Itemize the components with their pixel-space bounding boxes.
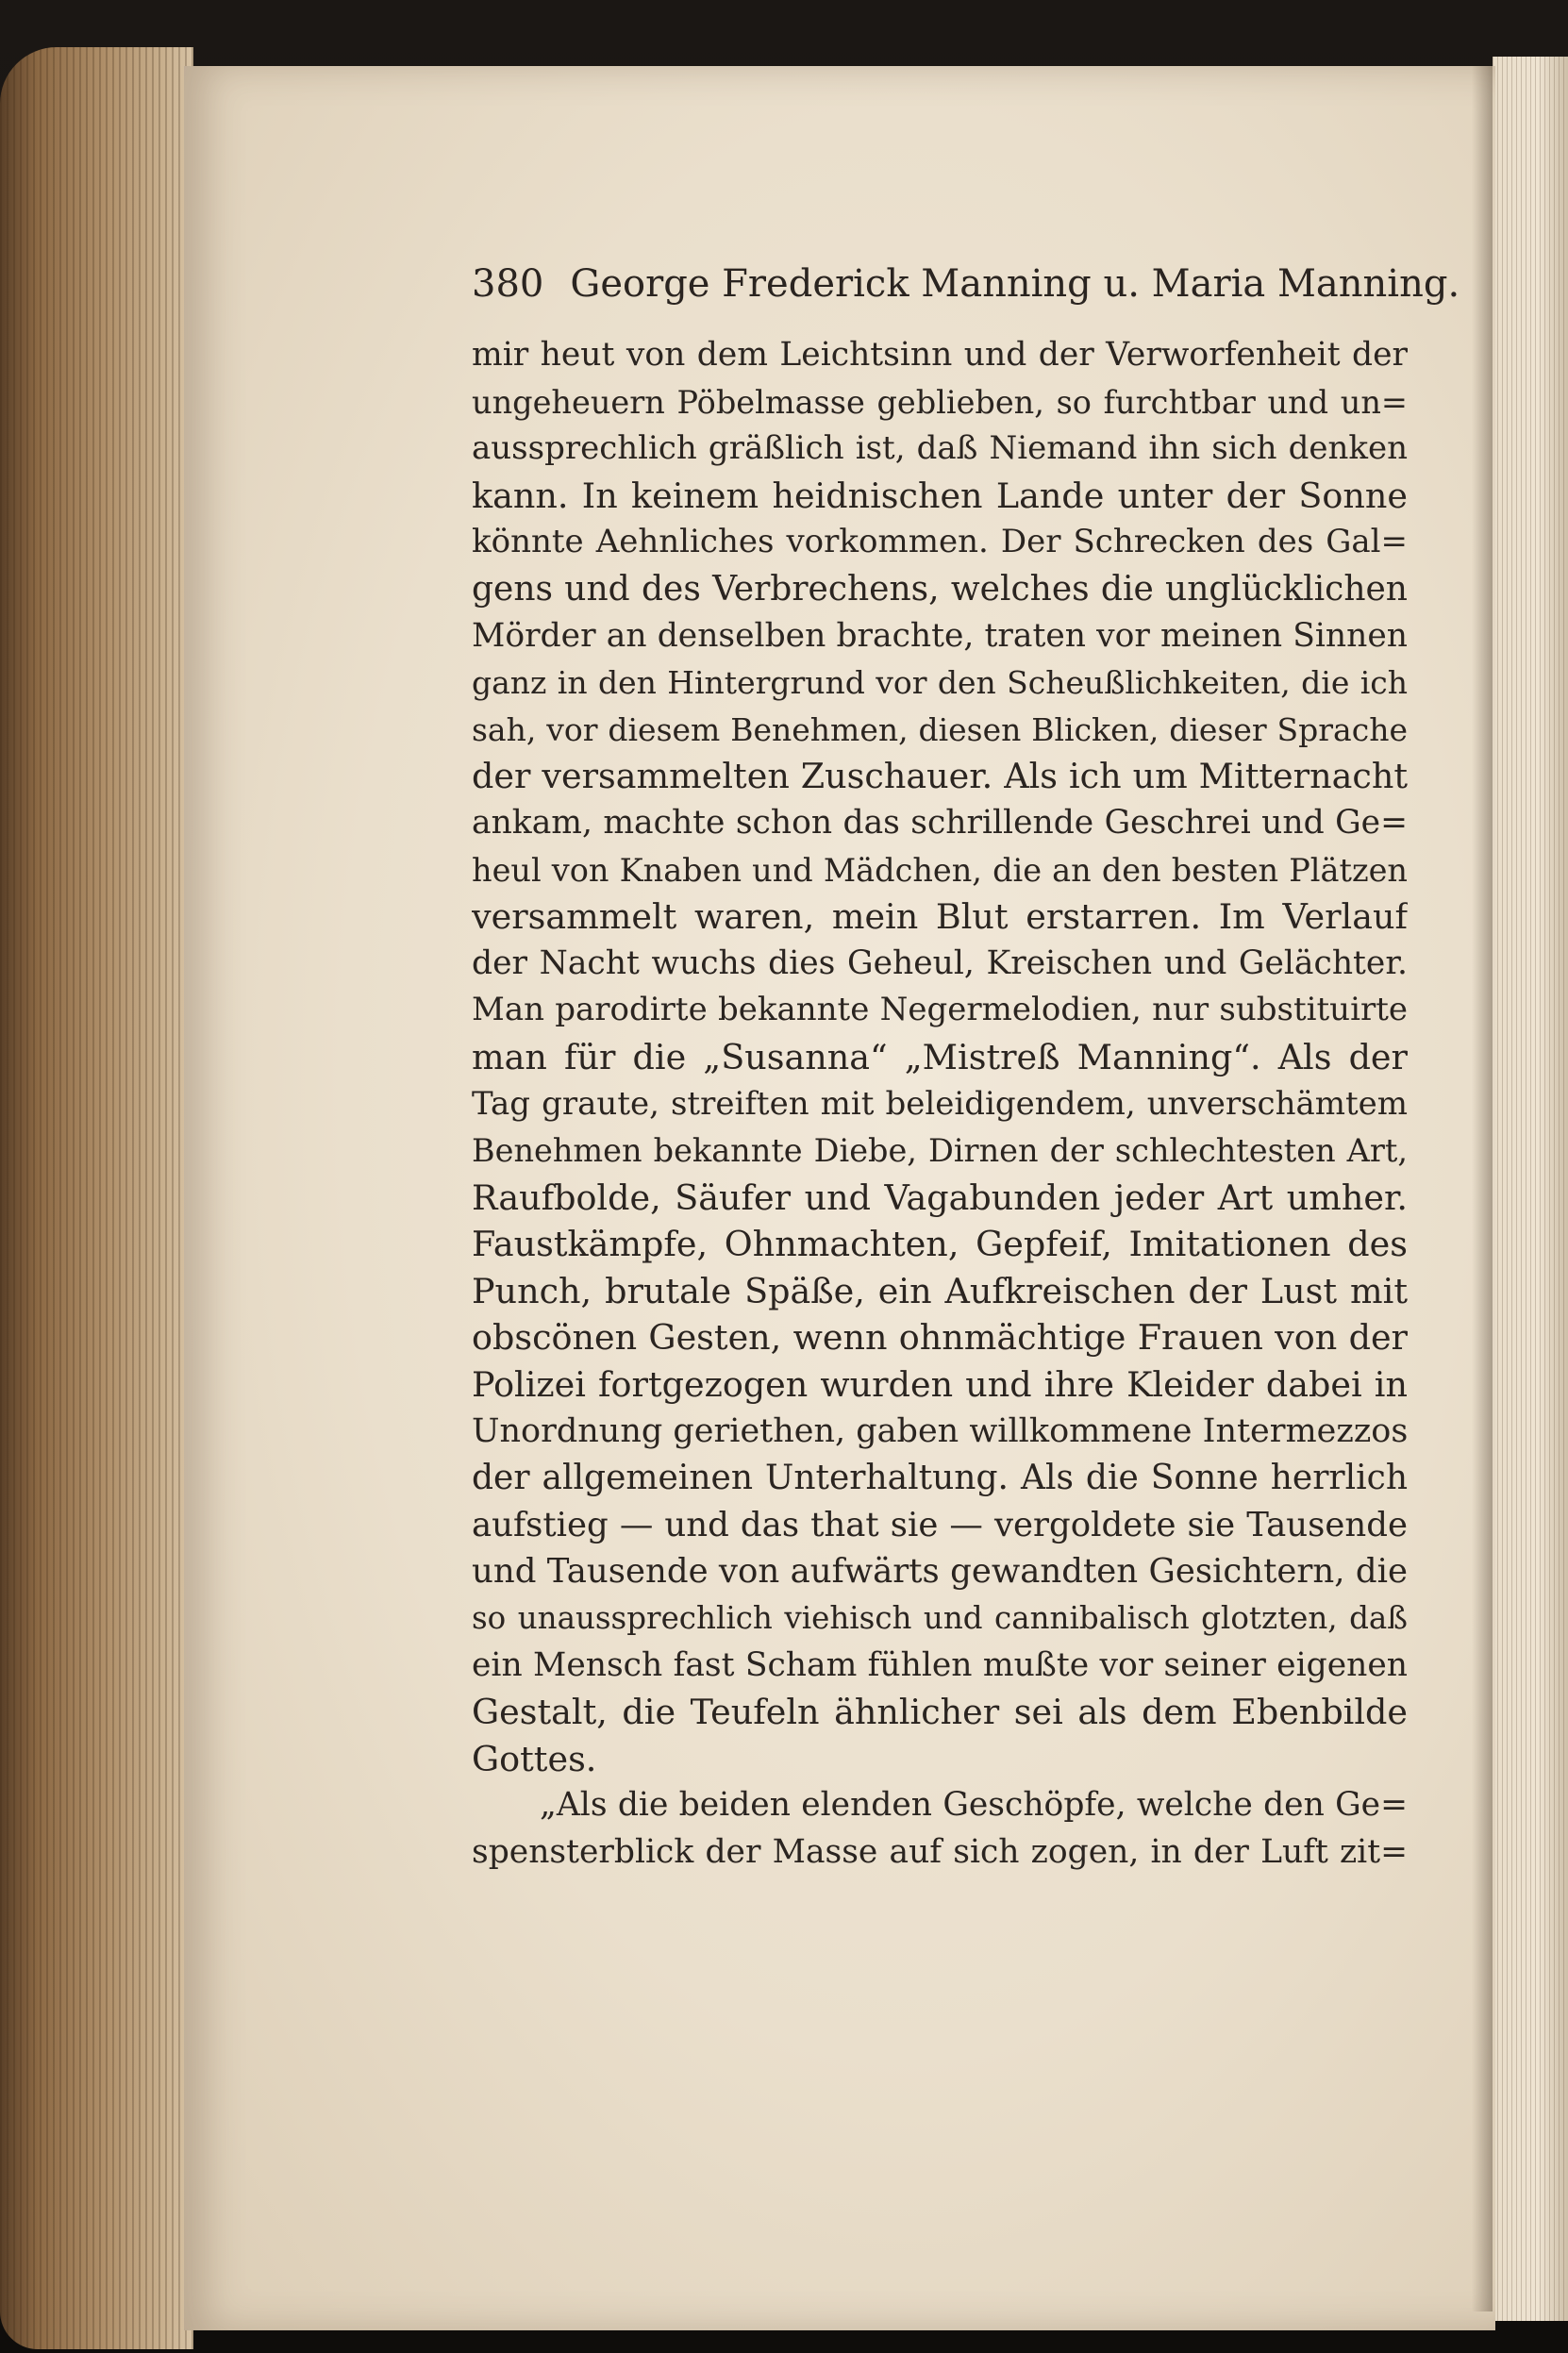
text-line: kann. In keinem heidnischen Lande unter der Sonne — [472, 475, 1408, 516]
text-line: versammelt waren, mein Blut erstarren. Im Verlauf — [472, 896, 1408, 938]
text-line: sah, vor diesem Benehmen, diesen Blicken, dieser Sprache — [472, 710, 1408, 748]
text-line: ein Mensch fast Scham fühlen mußte vor seiner eigenen — [472, 1645, 1408, 1684]
text-line: und Tausende von aufwärts gewandten Gesichtern, die — [472, 1552, 1408, 1592]
text-line: Mörder an denselben brachte, traten vor meinen Sinnen — [472, 616, 1408, 655]
text-line: der versammelten Zuschauer. Als ich um Mitternacht — [472, 756, 1408, 797]
text-line: Raufbolde, Säufer und Vagabunden jeder Art umher. — [472, 1176, 1408, 1218]
text-line: mir heut von dem Leichtsinn und der Verworfenheit der — [472, 336, 1408, 374]
text-line: aussprechlich gräßlich ist, daß Niemand ihn sich denken — [472, 429, 1408, 468]
text-line: so unaussprechlich viehisch und cannibalisch glotzten, daß — [472, 1600, 1408, 1637]
text-line: Gestalt, die Teufeln ähnlicher sei als dem Ebenbilde — [472, 1692, 1408, 1733]
text-line: man für die „Susanna“ „Mistreß Manning“. Als der — [472, 1036, 1408, 1077]
page-edges-left — [0, 47, 193, 2349]
text-line: ankam, machte schon das schrillende Geschrei und Ge= — [472, 803, 1408, 842]
body-text — [472, 332, 1408, 1877]
page-number: 380 — [472, 262, 544, 306]
text-line: könnte Aehnliches vorkommen. Der Schrecken des Gal= — [472, 523, 1408, 561]
running-title: George Frederick Manning u. Maria Manning. — [570, 262, 1460, 306]
text-line: Man parodirte bekannte Negermelodien, nur substituirte — [472, 991, 1408, 1029]
text-line: Tag graute, streiften mit beleidigendem, unverschämtem — [472, 1084, 1408, 1123]
text-line: aufstieg — und das that sie — vergoldete sie Tausende — [472, 1505, 1408, 1544]
text-line: heul von Knaben und Mädchen, die an den besten Plätzen — [472, 851, 1408, 889]
text-line: „Als die beiden elenden Geschöpfe, welche den Ge= — [540, 1786, 1408, 1825]
text-line: Faustkämpfe, Ohnmachten, Gepfeif, Imitationen des — [472, 1224, 1408, 1265]
text-line: spensterblick der Masse auf sich zogen, in der Luft zit= — [472, 1833, 1408, 1871]
text-line: Punch, brutale Späße, ein Aufkreischen der Lust mit — [472, 1270, 1408, 1311]
spine-shadow — [1472, 66, 1493, 2311]
text-line: Unordnung geriethen, gaben willkommene Intermezzos — [472, 1411, 1408, 1450]
text-line: Gottes. — [472, 1738, 597, 1779]
text-line: obscönen Gesten, wenn ohnmächtige Frauen von der — [472, 1317, 1408, 1359]
text-line: gens und des Verbrechens, welches die unglücklichen — [472, 569, 1408, 609]
text-line: Benehmen bekannte Diebe, Dirnen der schlechtesten Art, — [472, 1132, 1408, 1170]
page-edges-right — [1493, 57, 1568, 2321]
text-line: der Nacht wuchs dies Geheul, Kreischen und Gelächter. — [472, 943, 1408, 982]
running-head — [472, 262, 1460, 319]
text-line: ungeheuern Pöbelmasse geblieben, so furchtbar und un= — [472, 383, 1408, 421]
text-line: der allgemeinen Unterhaltung. Als die Sonne herrlich — [472, 1459, 1408, 1498]
text-line: ganz in den Hintergrund vor den Scheußlichkeiten, die ich — [472, 664, 1408, 702]
text-line: Polizei fortgezogen wurden und ihre Kleider dabei in — [472, 1364, 1408, 1406]
